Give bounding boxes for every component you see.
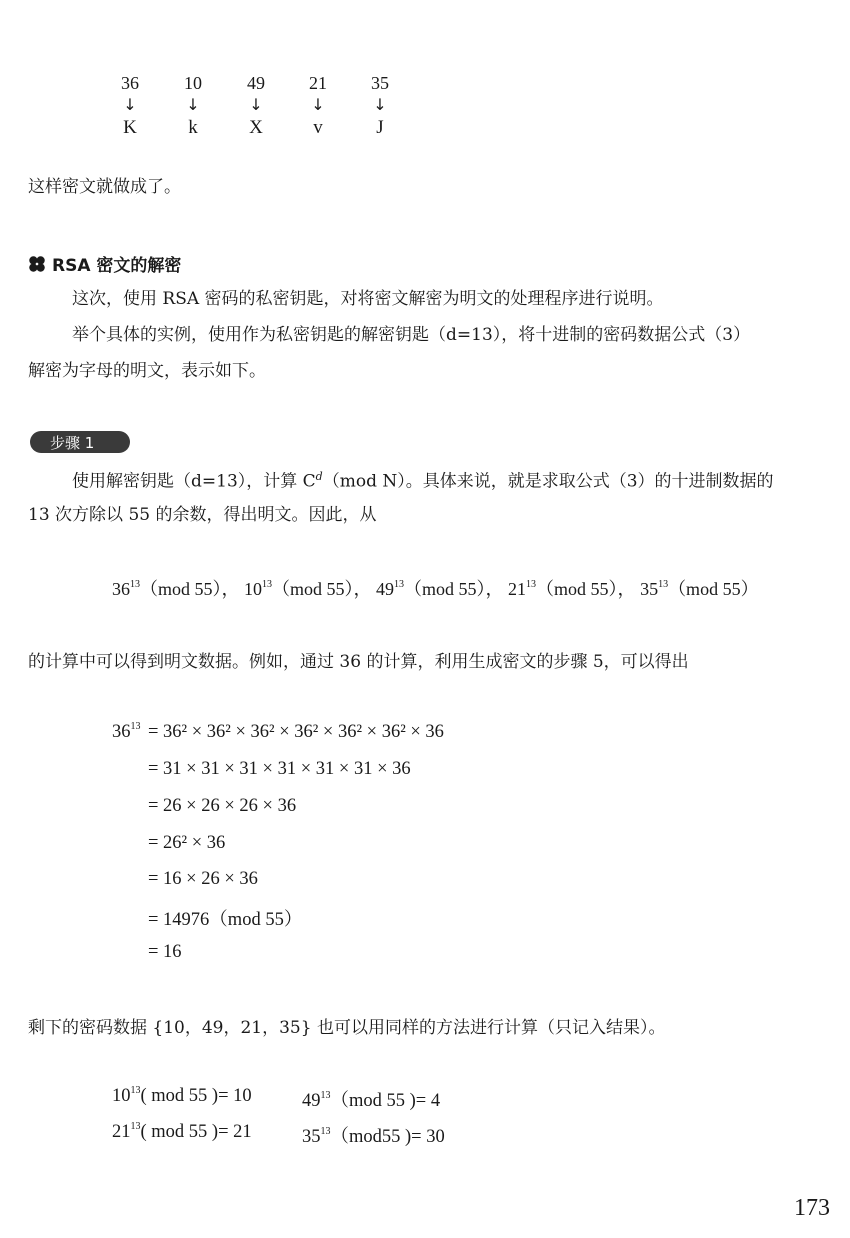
mod-expression-row [112, 575, 759, 601]
paragraph-remaining: 剩下的密码数据 {10，49，21，35} 也可以用同样的方法进行计算（只记入结果）。 [28, 1018, 666, 1038]
clover-icon [28, 255, 46, 273]
step1-text-b: （mod N）。具体来说，就是求取公式（3）的十进制数据的 [322, 471, 774, 492]
equation-line: = 14976（mod 55） [148, 910, 303, 930]
equation-line: = 26 × 26 × 26 × 36 [148, 796, 297, 816]
paragraph-example-line1: 举个具体的实例，使用作为私密钥匙的解密钥匙（d=13），将十进制的密码数据公式（3） [72, 325, 751, 345]
paragraph-compute: 的计算中可以得到明文数据。例如，通过 36 的计算，利用生成密文的步骤 5，可以得出 [28, 652, 689, 672]
paragraph-done: 这样密文就做成了。 [28, 177, 181, 197]
step1-superscript: d [315, 470, 323, 483]
mod-expression: $36^{13}(mod$ 55）， [112, 579, 240, 599]
down-arrow-icon: ↓ [311, 95, 325, 114]
cipher-number: 10 [184, 73, 202, 93]
mod-expression: $21^{13}(mod$ 55）， [508, 579, 636, 599]
mod-expression: $10^{13}(mod$ 55）， [244, 579, 372, 599]
cipher-number: 35 [371, 73, 389, 93]
cipher-letter: v [313, 117, 323, 138]
equation-line: = 16 [148, 942, 182, 962]
down-arrow-icon: ↓ [186, 95, 200, 114]
result-expression: $35^{13}(mod55$ )= 30 [302, 1126, 445, 1147]
down-arrow-icon: ↓ [123, 95, 137, 114]
result-expression: $21^{13}$( mod 55 )= 21 [112, 1121, 252, 1142]
down-arrow-icon: ↓ [373, 95, 387, 114]
mapping-column [108, 72, 152, 140]
cipher-number: 21 [309, 73, 327, 93]
paragraph-intro: 这次，使用 RSA 密码的私密钥匙，对将密文解密为明文的处理程序进行说明。 [72, 289, 664, 309]
equation-line: = 26² × 36 [148, 833, 226, 853]
mod-expression: $35^{13}(mod$ 55） [640, 579, 759, 599]
cipher-number: 36 [121, 73, 139, 93]
paragraph-step1-line1 [72, 460, 774, 499]
section-heading [28, 251, 181, 276]
down-arrow-icon: ↓ [249, 95, 263, 114]
section-heading-text: RSA 密文的解密 [52, 256, 182, 276]
step-1-badge: 步骤 1 [30, 431, 130, 453]
equation-lhs: $36^{13}$ [112, 721, 141, 742]
cipher-letter: K [123, 117, 137, 138]
mapping-column [171, 72, 215, 140]
paragraph-step1-line2: 13 次方除以 55 的余数，得出明文。因此，从 [28, 505, 377, 525]
mapping-column [358, 72, 402, 140]
result-expression: $10^{13}$( mod 55 )= 10 [112, 1085, 252, 1106]
result-expression: $49^{13}(mod$ 55 )= 4 [302, 1090, 441, 1111]
equation-line: = 36² × 36² × 36² × 36² × 36² × 36² × 36 [148, 722, 444, 742]
cipher-letter: X [249, 117, 263, 138]
paragraph-example-line2: 解密为字母的明文，表示如下。 [28, 361, 266, 381]
step1-text-a: 使用解密钥匙（d=13），计算 C [72, 471, 316, 492]
equation-line: = 31 × 31 × 31 × 31 × 31 × 31 × 36 [148, 759, 411, 779]
cipher-number: 49 [247, 73, 265, 93]
cipher-letter: k [188, 117, 198, 138]
cipher-letter: J [376, 117, 384, 138]
mapping-column [296, 72, 340, 140]
page-number: 173 [794, 1195, 830, 1221]
mapping-column [234, 72, 278, 140]
mod-expression: $49^{13}(mod$ 55）， [376, 579, 504, 599]
equation-line: = 16 × 26 × 36 [148, 869, 258, 889]
